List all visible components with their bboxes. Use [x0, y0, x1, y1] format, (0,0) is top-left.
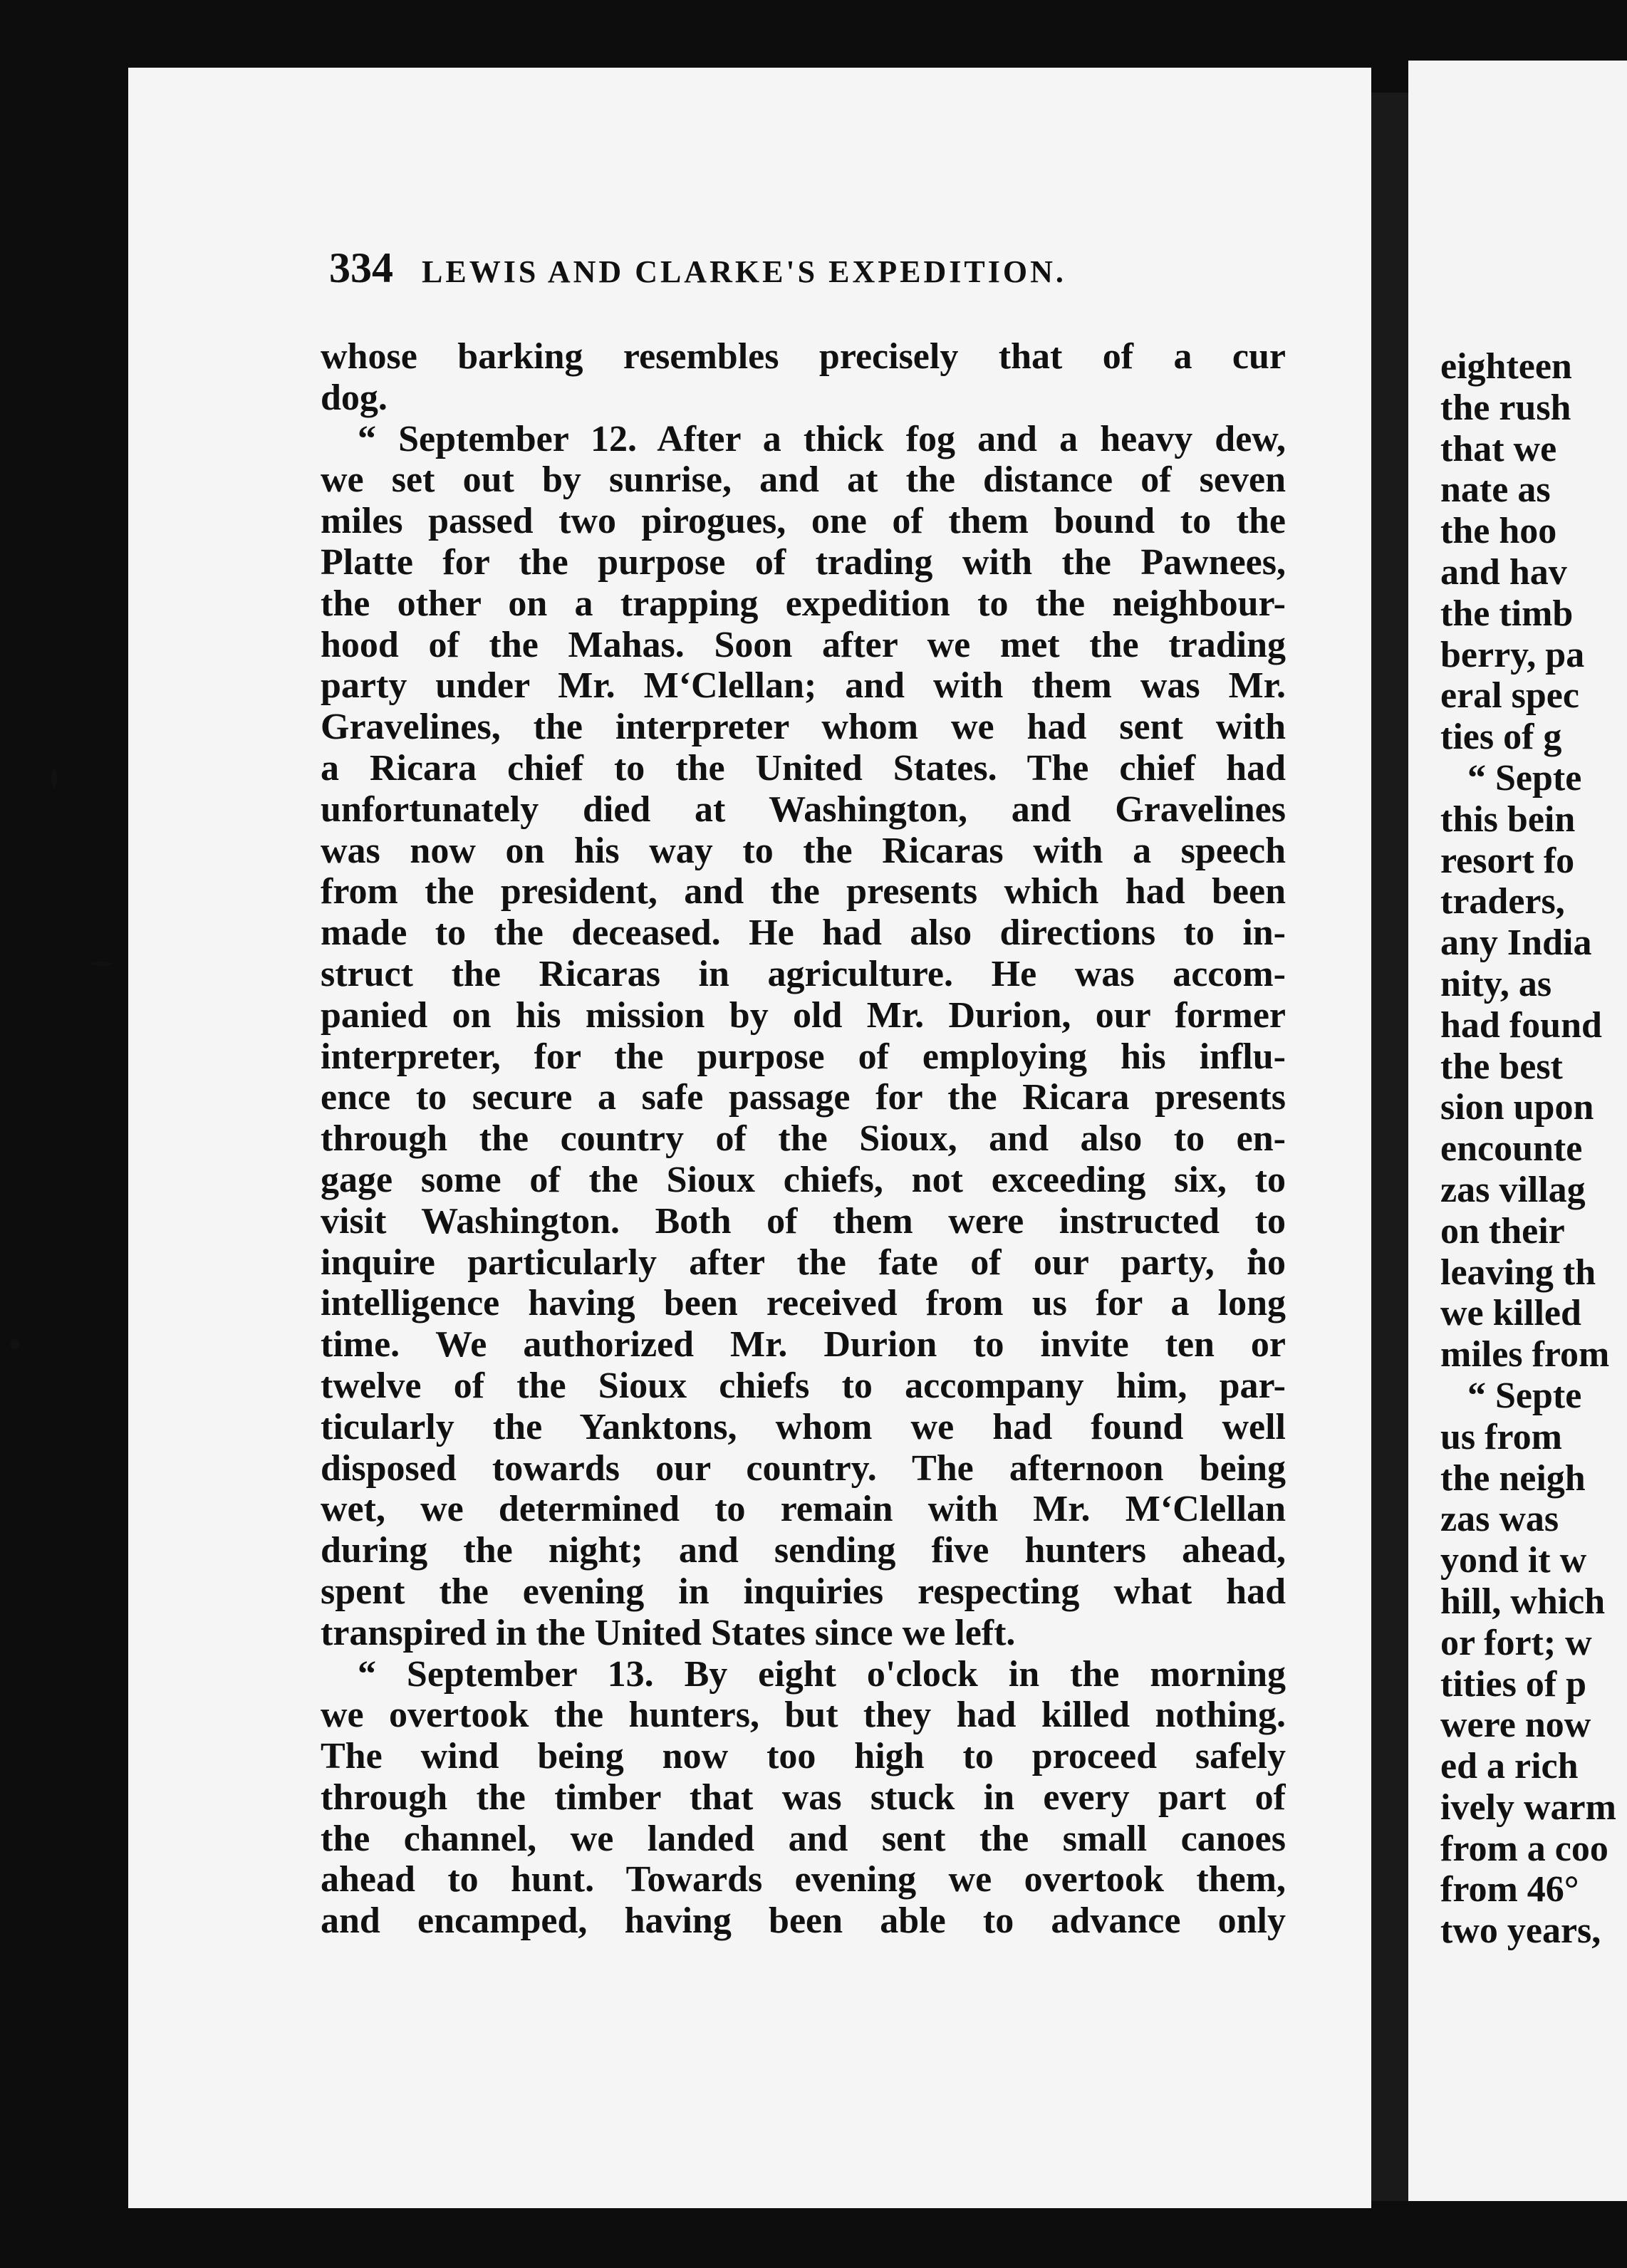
text-line: transpired in the United States since we left.	[321, 1612, 1016, 1653]
text-line: gage some of the Sioux chiefs, not exceeding six, to	[321, 1159, 1286, 1200]
text-line: through the country of the Sioux, and also to en-	[321, 1118, 1286, 1160]
text-line: were now	[1440, 1705, 1591, 1746]
right-page-text	[1440, 346, 1627, 1952]
text-line: from a coo	[1440, 1828, 1608, 1869]
text-line: zas was	[1440, 1499, 1559, 1540]
page-number: 334	[329, 244, 393, 291]
text-line: inquire particularly after the fate of our party, no	[321, 1242, 1286, 1283]
text-line: berry, pa	[1440, 634, 1585, 675]
text-line: Gravelines, the interpreter whom we had sent with	[321, 707, 1286, 748]
text-line: the other on a trapping expedition to the neighbour-	[321, 583, 1286, 624]
text-line: ively warm	[1440, 1786, 1616, 1828]
text-line: leaving th	[1440, 1252, 1596, 1293]
text-line: the best	[1440, 1046, 1563, 1087]
text-line: party under Mr. M‘Clellan; and with them was Mr.	[321, 665, 1286, 707]
text-line: we set out by sunrise, and at the distance of seven	[321, 459, 1286, 501]
scan-speck	[10, 1339, 20, 1349]
text-line: “ September 12. After a thick fog and a heavy dew,	[358, 418, 1286, 459]
text-line: interpreter, for the purpose of employing his influ-	[321, 1036, 1286, 1077]
text-line: hill, which	[1440, 1581, 1606, 1622]
text-line: the neigh	[1440, 1457, 1586, 1499]
text-line: from the president, and the presents which had been	[321, 871, 1286, 912]
book-gutter	[1371, 93, 1408, 2201]
text-line: made to the deceased. He had also directions to in-	[321, 912, 1286, 954]
scan-speck	[51, 769, 57, 788]
text-line: “ Septe	[1467, 1375, 1582, 1416]
text-line: nity, as	[1440, 963, 1552, 1004]
text-line: zas villag	[1440, 1169, 1586, 1210]
text-line: ence to secure a safe passage for the Ricara presents	[321, 1077, 1286, 1118]
text-line: ahead to hunt. Towards evening we overtook them,	[321, 1859, 1286, 1900]
text-line: ed a rich	[1440, 1746, 1579, 1787]
text-line: that we	[1440, 428, 1557, 469]
text-line: eral spec	[1440, 675, 1579, 717]
text-line: we overtook the hunters, but they had killed nothing.	[321, 1695, 1286, 1736]
text-line: encounte	[1440, 1128, 1583, 1170]
text-line: visit Washington. Both of them were instructed to	[321, 1200, 1286, 1242]
text-line: wet, we determined to remain with Mr. M‘Clellan	[321, 1489, 1286, 1530]
text-line: had found	[1440, 1004, 1602, 1046]
text-line: dog.	[321, 377, 388, 418]
text-line: or fort; w	[1440, 1622, 1592, 1663]
text-line: whose barking resembles precisely that of a cur	[321, 336, 1286, 377]
text-line: time. We authorized Mr. Durion to invite ten or	[321, 1324, 1286, 1366]
text-line: ticularly the Yanktons, whom we had found well	[321, 1406, 1286, 1447]
text-line: this bein	[1440, 799, 1576, 840]
text-line: and hav	[1440, 551, 1567, 593]
text-line: the hoo	[1440, 511, 1557, 552]
text-line: a Ricara chief to the United States. The chief had	[321, 747, 1286, 789]
text-line: the rush	[1440, 387, 1571, 428]
text-line: “ September 13. By eight o'clock in the morning	[358, 1653, 1286, 1695]
text-line: miles passed two pirogues, one of them bound to the	[321, 501, 1286, 542]
text-line: us from	[1440, 1416, 1562, 1457]
text-line: sion upon	[1440, 1087, 1594, 1128]
text-line: the channel, we landed and sent the small canoes	[321, 1818, 1286, 1859]
text-line: resort fo	[1440, 840, 1575, 881]
text-line: nate as	[1440, 469, 1551, 511]
text-line: from 46°	[1440, 1869, 1579, 1910]
text-line: was now on his way to the Ricaras with a speech	[321, 830, 1286, 871]
text-line: through the timber that was stuck in every part of	[321, 1777, 1286, 1818]
text-line: during the night; and sending five hunters ahead,	[321, 1530, 1286, 1571]
text-line: miles from	[1440, 1334, 1610, 1375]
text-line: on their	[1440, 1210, 1565, 1252]
text-line: panied on his mission by old Mr. Durion, our former	[321, 994, 1286, 1036]
text-line: two years,	[1440, 1910, 1601, 1952]
left-page-text	[321, 336, 1286, 1942]
text-line: struct the Ricaras in agriculture. He was accom-	[321, 953, 1286, 994]
text-line: the timb	[1440, 593, 1574, 634]
page-header	[329, 244, 1291, 301]
text-line: Platte for the purpose of trading with the Pawnees,	[321, 541, 1286, 583]
text-line: traders,	[1440, 881, 1565, 922]
text-line: we killed	[1440, 1293, 1581, 1334]
running-title: LEWIS AND CLARKE'S EXPEDITION.	[422, 254, 1066, 289]
text-line: twelve of the Sioux chiefs to accompany him, par-	[321, 1365, 1286, 1406]
text-line: intelligence having been received from us for a long	[321, 1283, 1286, 1324]
text-line: yond it w	[1440, 1540, 1587, 1581]
scan-speck	[91, 962, 113, 966]
text-line: spent the evening in inquiries respecting what had	[321, 1571, 1286, 1612]
text-line: unfortunately died at Washington, and Gravelines	[321, 789, 1286, 830]
text-line: eighteen	[1440, 346, 1572, 387]
text-line: hood of the Mahas. Soon after we met the trading	[321, 624, 1286, 665]
text-line: The wind being now too high to proceed safely	[321, 1736, 1286, 1777]
text-line: tities of p	[1440, 1663, 1587, 1705]
text-line: “ Septe	[1467, 757, 1582, 799]
text-line: disposed towards our country. The afternoon being	[321, 1447, 1286, 1489]
text-line: ties of g	[1440, 717, 1562, 758]
text-line: any India	[1440, 922, 1592, 964]
text-line: and encamped, having been able to advance only	[321, 1900, 1286, 1942]
